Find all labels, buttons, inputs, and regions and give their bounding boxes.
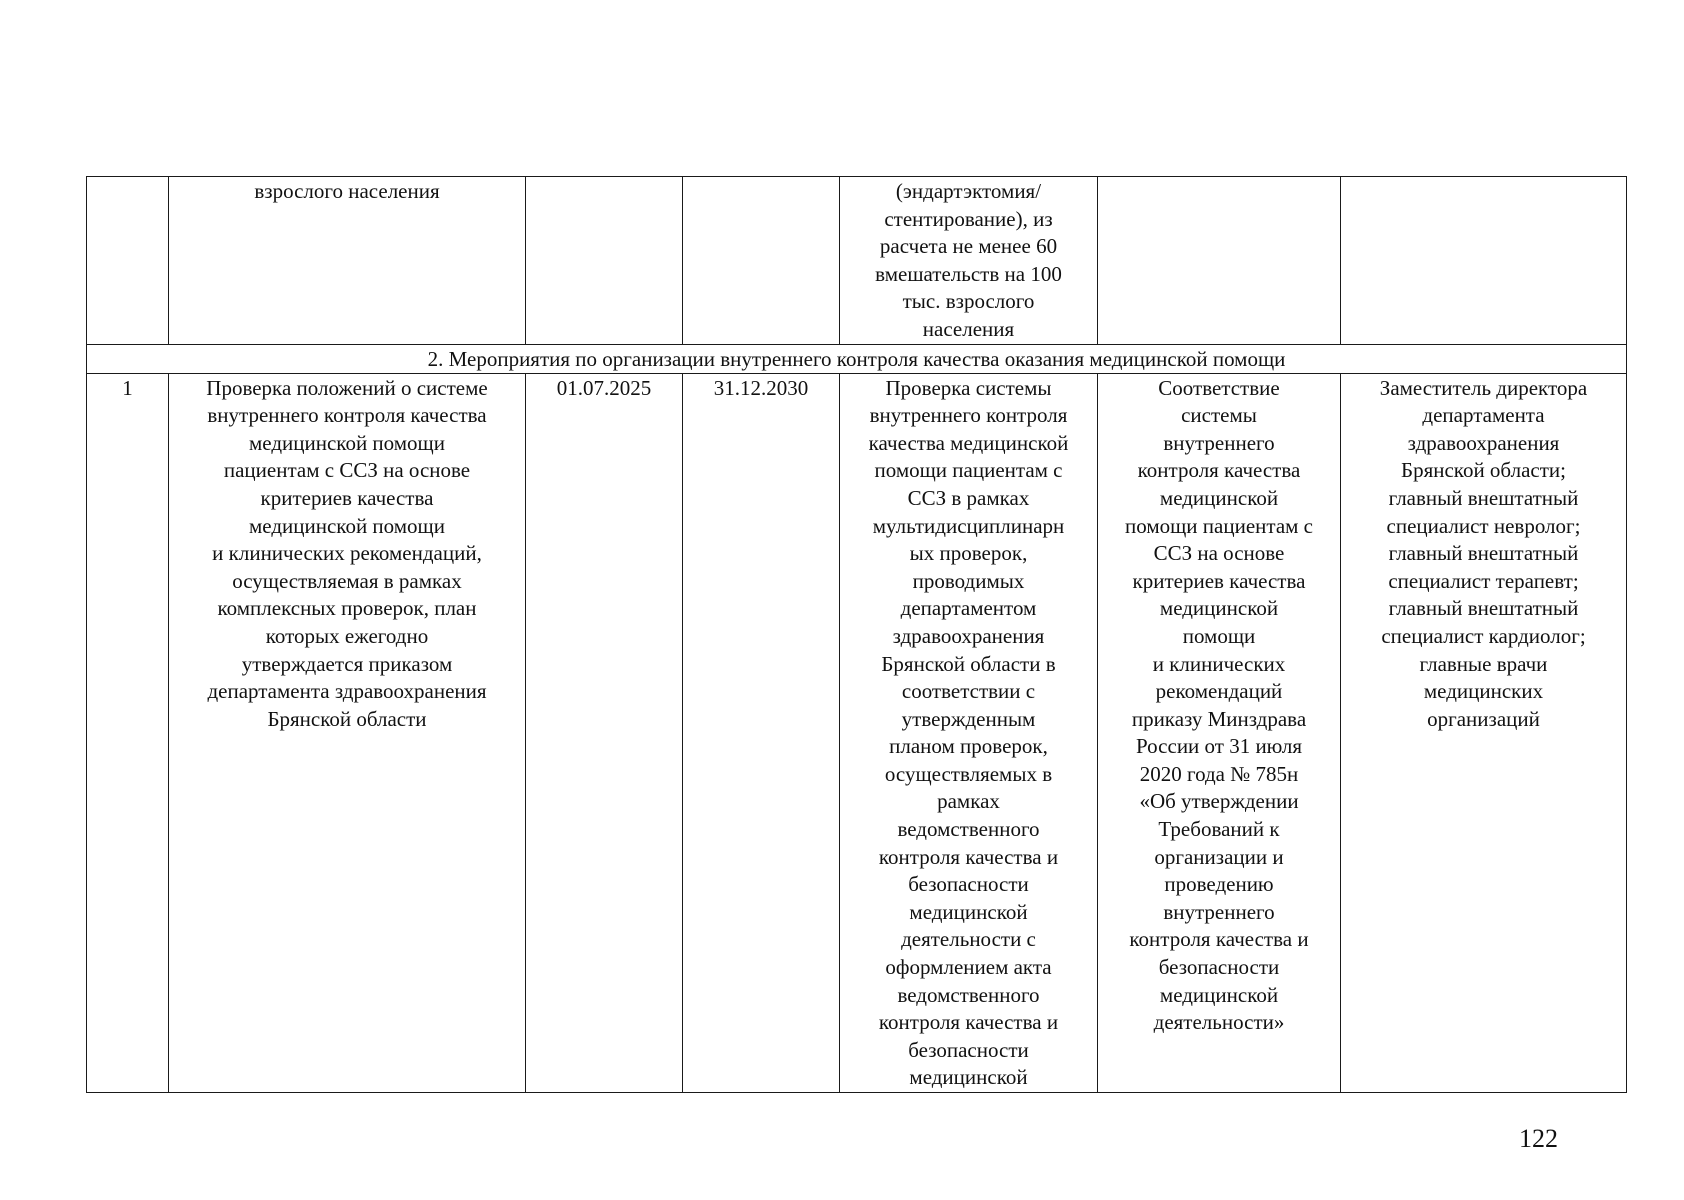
cell-number (87, 177, 169, 345)
cell-responsible: Заместитель директора департамента здравоохранения Брянской области; главный внештатный специалист невролог; главный внештатный специалист терапевт; главный внештатный специалист кардиолог; главные врачи медицинских организаций (1341, 373, 1627, 1092)
page-number: 122 (1519, 1124, 1558, 1153)
cell-indicator: Соответствие системы внутреннего контроля качества медицинской помощи пациентам с ССЗ на основе критериев качества медицинской помощи и клинических рекомендаций приказу Минздрава России от 31 июля 2020 года № 785н «Об утверждении Требований к организации и проведению внутреннего контроля качества и безопасности медицинской деятельности» (1098, 373, 1341, 1092)
cell-result: Проверка системы внутреннего контроля качества медицинской помощи пациентам с ССЗ в рамках мультидисциплинарн ых проверок, проводимых департаментом здравоохранения Брянской области в соответствии с утвержденным планом проверок, осуществляемых в рамках ведомственного контроля качества и безопасности медицинской деятельности с оформлением акта ведомственного контроля качества и безопасности медицинской (840, 373, 1098, 1092)
section-heading: 2. Мероприятия по организации внутреннего контроля качества оказания медицинской помощи (87, 344, 1627, 373)
table-row-continuation (87, 177, 1627, 345)
table-row-section (87, 344, 1627, 373)
cell-start-date (526, 177, 683, 345)
cell-result: (эндартэктомия/ стентирование), из расчета не менее 60 вмешательств на 100 тыс. взрослого населения (840, 177, 1098, 345)
cell-end-date (683, 177, 840, 345)
cell-start-date: 01.07.2025 (526, 373, 683, 1092)
cell-activity: Проверка положений о системе внутреннего контроля качества медицинской помощи пациентам с ССЗ на основе критериев качества медицинской помощи и клинических рекомендаций, осуществляемая в рамках комплексных проверок, план которых ежегодно утверждается приказом департамента здравоохранения Брянской области (169, 373, 526, 1092)
plan-table (86, 176, 1627, 1093)
cell-number: 1 (87, 373, 169, 1092)
cell-responsible (1341, 177, 1627, 345)
cell-end-date: 31.12.2030 (683, 373, 840, 1092)
cell-indicator (1098, 177, 1341, 345)
table-row-item (87, 373, 1627, 1092)
cell-activity: взрослого населения (169, 177, 526, 345)
